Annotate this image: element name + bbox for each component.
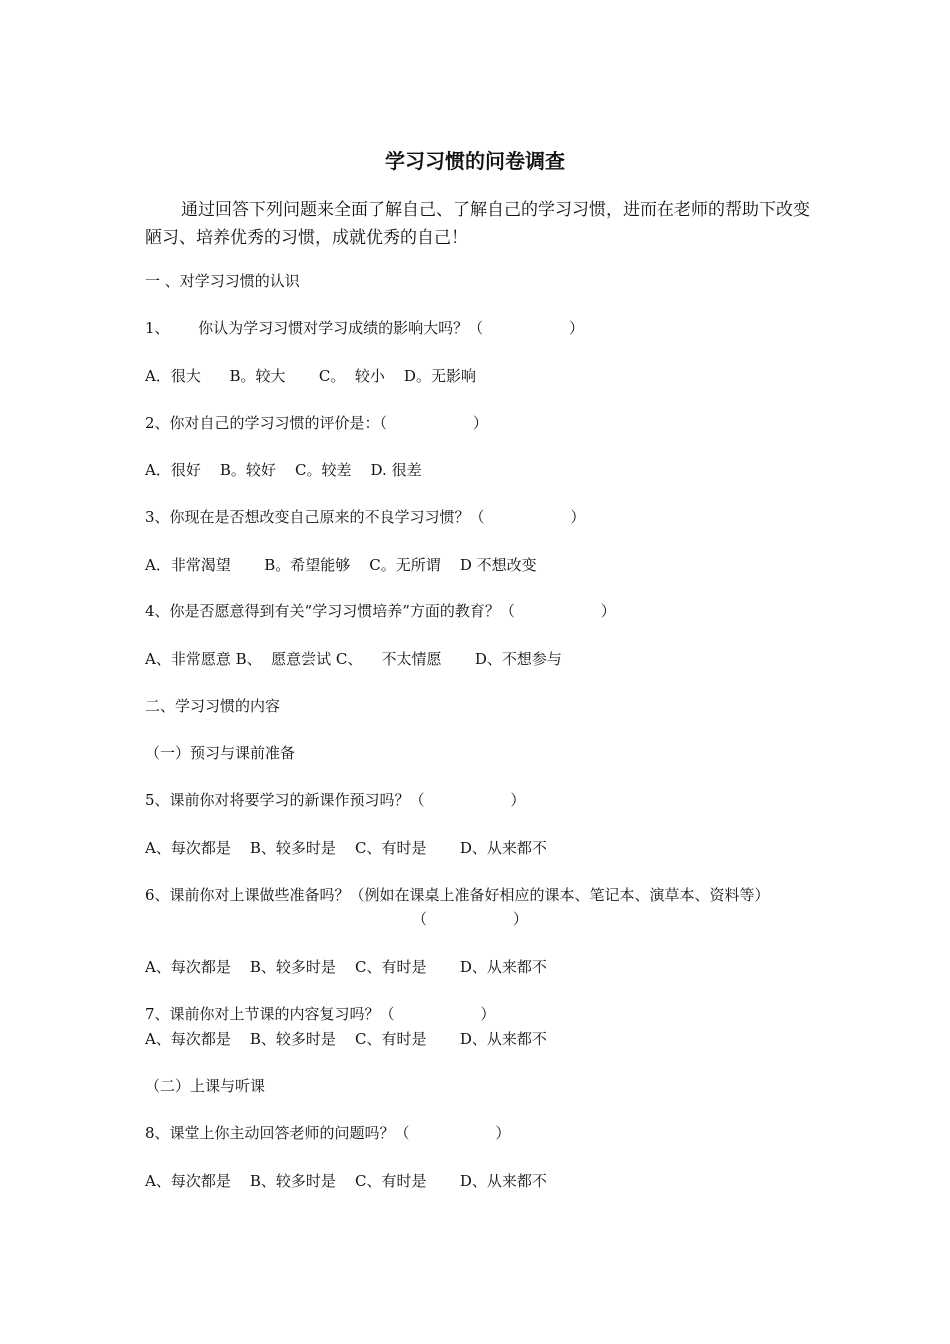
question-6: 6、课前你对上课做些准备吗？（例如在课桌上准备好相应的课本、笔记本、演草本、资料等）	[145, 886, 770, 904]
question-7-options: A、每次都是 B、较多时是 C、有时是 D、从来都不	[145, 1030, 547, 1048]
question-1: 1、 你认为学习习惯对学习成绩的影响大吗？（ ）	[145, 319, 584, 337]
question-8-options: A、每次都是 B、较多时是 C、有时是 D、从来都不	[145, 1172, 547, 1190]
question-4-options: A、非常愿意 B、 愿意尝试 C、 不太情愿 D、不想参与	[145, 650, 562, 668]
question-1-options: A．很大 B。较大 C。 较小 D。无影响	[145, 367, 476, 385]
subsection-heading-1: （一）预习与课前准备	[145, 744, 296, 762]
question-5: 5、课前你对将要学习的新课作预习吗？（ ）	[145, 791, 526, 809]
question-4: 4、你是否愿意得到有关“学习习惯培养”方面的教育？（ ）	[145, 602, 616, 620]
question-6-options: A、每次都是 B、较多时是 C、有时是 D、从来都不	[145, 958, 547, 976]
question-5-options: A、每次都是 B、较多时是 C、有时是 D、从来都不	[145, 839, 547, 857]
intro-paragraph: 通过回答下列问题来全面了解自己、了解自己的学习习惯，进而在老师的帮助下改变陋习、培养优秀的习惯，成就优秀的自己！	[145, 200, 810, 248]
question-3-options: A．非常渴望 B。希望能够 C。无所谓 D 不想改变	[145, 556, 537, 574]
question-6-answer-blank: （ ）	[145, 910, 528, 928]
subsection-heading-2: （二）上课与听课	[145, 1077, 266, 1095]
page-title: 学习习惯的问卷调查	[385, 149, 565, 173]
question-2-options: A．很好 B。较好 C。较差 D. 很差	[145, 461, 422, 479]
section-heading-2: 二、学习习惯的内容	[145, 697, 281, 715]
question-2: 2、你对自己的学习习惯的评价是：（ ）	[145, 414, 488, 432]
question-3: 3、你现在是否想改变自己原来的不良学习习惯？（ ）	[145, 508, 586, 526]
question-7: 7、课前你对上节课的内容复习吗？（ ）	[145, 1005, 496, 1023]
question-8: 8、课堂上你主动回答老师的问题吗？（ ）	[145, 1124, 511, 1142]
section-heading-1: 一 、对学习习惯的认识	[145, 272, 300, 290]
